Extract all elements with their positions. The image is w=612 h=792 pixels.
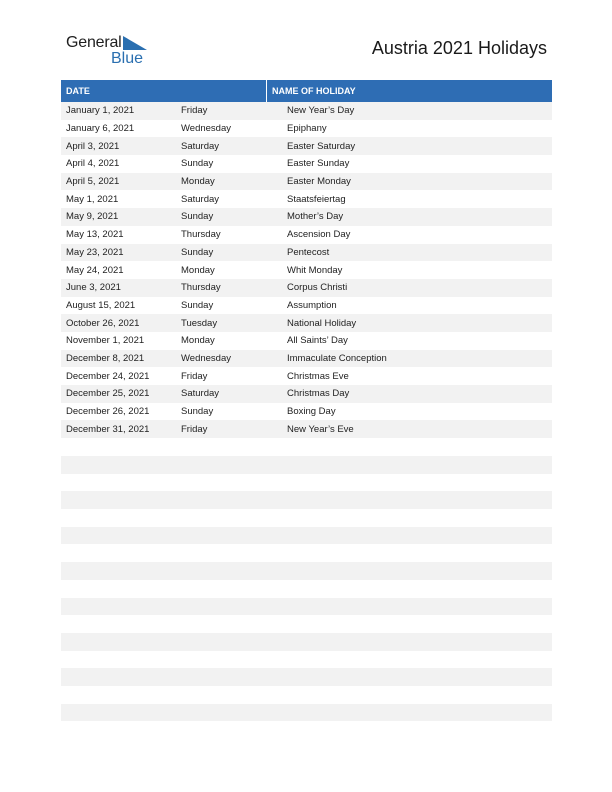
empty-row bbox=[61, 704, 552, 722]
generalblue-logo bbox=[66, 34, 166, 70]
cell-weekday: Sunday bbox=[181, 299, 214, 311]
cell-holiday: Easter Monday bbox=[287, 176, 351, 188]
empty-row bbox=[61, 651, 552, 669]
empty-row bbox=[61, 580, 552, 598]
cell-date: October 26, 2021 bbox=[66, 317, 140, 329]
table-row bbox=[61, 208, 552, 226]
empty-row bbox=[61, 633, 552, 651]
header-holiday: NAME OF HOLIDAY bbox=[272, 86, 356, 96]
table-row bbox=[61, 385, 552, 403]
cell-holiday: Epiphany bbox=[287, 123, 327, 135]
cell-weekday: Monday bbox=[181, 335, 215, 347]
table-row bbox=[61, 226, 552, 244]
cell-weekday: Tuesday bbox=[181, 317, 218, 329]
cell-holiday: Mother’s Day bbox=[287, 211, 344, 223]
empty-row bbox=[61, 474, 552, 492]
cell-weekday: Thursday bbox=[181, 229, 221, 241]
cell-weekday: Saturday bbox=[181, 140, 220, 152]
page-title: Austria 2021 Holidays bbox=[371, 38, 547, 58]
table-row bbox=[61, 420, 552, 438]
logo-triangle-icon bbox=[123, 36, 147, 50]
cell-holiday: Boxing Day bbox=[287, 406, 336, 418]
logo-word-general: General bbox=[66, 34, 122, 51]
cell-date: August 15, 2021 bbox=[66, 299, 136, 311]
empty-row bbox=[61, 668, 552, 686]
table-row bbox=[61, 173, 552, 191]
table-row bbox=[61, 332, 552, 350]
cell-date: May 13, 2021 bbox=[66, 229, 124, 241]
table-row bbox=[61, 137, 552, 155]
table-row bbox=[61, 261, 552, 279]
cell-weekday: Friday bbox=[181, 370, 208, 382]
empty-row bbox=[61, 562, 552, 580]
cell-holiday: Staatsfeiertag bbox=[287, 193, 346, 205]
table-row bbox=[61, 403, 552, 421]
cell-holiday: Immaculate Conception bbox=[287, 352, 387, 364]
cell-holiday: Christmas Day bbox=[287, 388, 350, 400]
table-row bbox=[61, 155, 552, 173]
header-date: DATE bbox=[61, 80, 267, 102]
cell-date: December 24, 2021 bbox=[66, 370, 150, 382]
table-row bbox=[61, 279, 552, 297]
cell-weekday: Friday bbox=[181, 105, 208, 117]
cell-date: December 31, 2021 bbox=[66, 423, 150, 435]
cell-holiday: All Saints’ Day bbox=[287, 335, 348, 347]
cell-weekday: Sunday bbox=[181, 211, 214, 223]
empty-row bbox=[61, 456, 552, 474]
empty-row bbox=[61, 544, 552, 562]
cell-date: December 8, 2021 bbox=[66, 352, 145, 364]
empty-row bbox=[61, 686, 552, 704]
cell-weekday: Sunday bbox=[181, 246, 214, 258]
empty-row bbox=[61, 491, 552, 509]
table-header bbox=[61, 80, 552, 102]
cell-weekday: Sunday bbox=[181, 406, 214, 418]
table-row bbox=[61, 190, 552, 208]
cell-holiday: New Year’s Day bbox=[287, 105, 355, 117]
cell-weekday: Thursday bbox=[181, 282, 221, 294]
empty-row bbox=[61, 527, 552, 545]
cell-weekday: Sunday bbox=[181, 158, 214, 170]
table-row bbox=[61, 350, 552, 368]
table-row bbox=[61, 244, 552, 262]
cell-holiday: Whit Monday bbox=[287, 264, 343, 276]
cell-weekday: Saturday bbox=[181, 193, 220, 205]
cell-date: April 3, 2021 bbox=[66, 140, 120, 152]
cell-date: May 1, 2021 bbox=[66, 193, 119, 205]
cell-weekday: Monday bbox=[181, 264, 215, 276]
cell-weekday: Wednesday bbox=[181, 123, 231, 135]
table-row bbox=[61, 102, 552, 120]
empty-row bbox=[61, 509, 552, 527]
cell-date: May 9, 2021 bbox=[66, 211, 119, 223]
cell-date: April 4, 2021 bbox=[66, 158, 120, 170]
cell-holiday: Ascension Day bbox=[287, 229, 351, 241]
holidays-table bbox=[61, 80, 552, 438]
table-body bbox=[61, 102, 552, 438]
cell-holiday: Easter Saturday bbox=[287, 140, 356, 152]
cell-holiday: Christmas Eve bbox=[287, 370, 349, 382]
cell-date: April 5, 2021 bbox=[66, 176, 120, 188]
cell-date: December 26, 2021 bbox=[66, 406, 150, 418]
table-row bbox=[61, 120, 552, 138]
cell-weekday: Wednesday bbox=[181, 352, 231, 364]
cell-date: May 24, 2021 bbox=[66, 264, 124, 276]
empty-row bbox=[61, 615, 552, 633]
cell-date: December 25, 2021 bbox=[66, 388, 150, 400]
logo-word-blue: Blue bbox=[111, 50, 144, 67]
cell-weekday: Monday bbox=[181, 176, 215, 188]
cell-holiday: Pentecost bbox=[287, 246, 330, 258]
table-row bbox=[61, 314, 552, 332]
cell-weekday: Saturday bbox=[181, 388, 220, 400]
cell-holiday: Easter Sunday bbox=[287, 158, 350, 170]
cell-date: January 6, 2021 bbox=[66, 123, 135, 135]
empty-row bbox=[61, 598, 552, 616]
empty-rows bbox=[61, 456, 552, 721]
cell-holiday: Assumption bbox=[287, 299, 337, 311]
cell-weekday: Friday bbox=[181, 423, 208, 435]
cell-date: June 3, 2021 bbox=[66, 282, 121, 294]
cell-holiday: National Holiday bbox=[287, 317, 357, 329]
cell-date: November 1, 2021 bbox=[66, 335, 145, 347]
cell-date: May 23, 2021 bbox=[66, 246, 124, 258]
cell-holiday: New Year’s Eve bbox=[287, 423, 354, 435]
table-row bbox=[61, 367, 552, 385]
cell-holiday: Corpus Christi bbox=[287, 282, 348, 294]
cell-date: January 1, 2021 bbox=[66, 105, 135, 117]
table-row bbox=[61, 297, 552, 315]
